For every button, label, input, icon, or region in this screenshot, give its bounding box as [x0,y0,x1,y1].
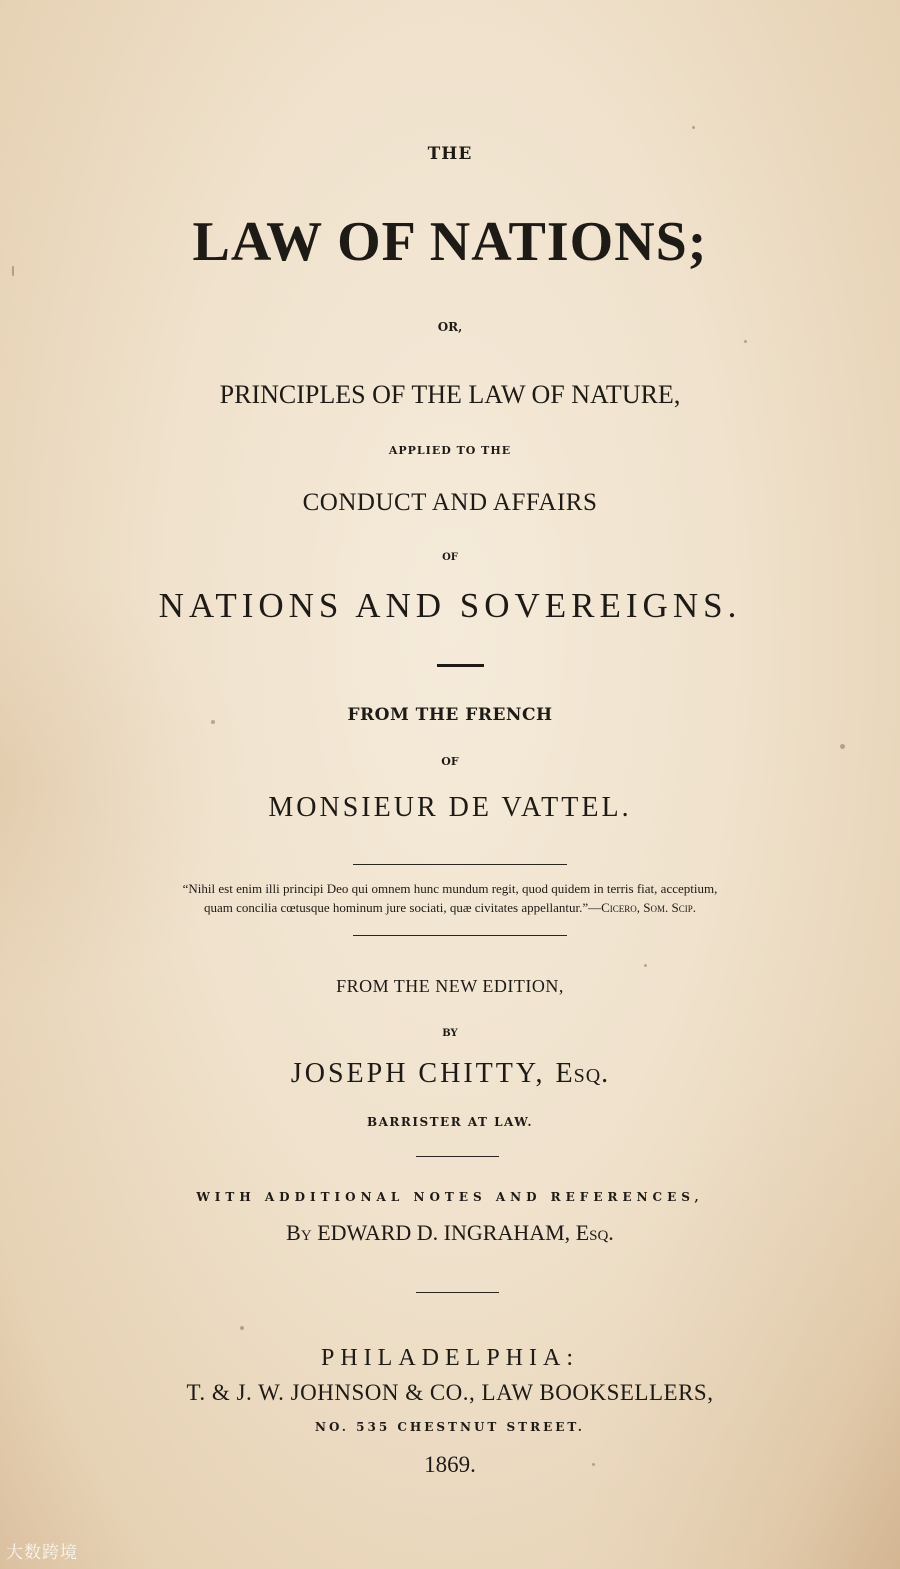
city: PHILADELPHIA: [321,1345,579,1371]
foxing-spot [744,340,747,343]
rule-1 [437,664,484,667]
foxing-spot [240,1326,244,1330]
notes-by: By [286,1220,312,1245]
foxing-spot [644,964,647,967]
subtitle-nations-sovereigns: NATIONS AND SOVEREIGNS. [158,586,742,625]
address: NO. 535 CHESTNUT STREET. [315,1420,585,1434]
of-connector-1: OF [442,552,458,563]
rule-3 [353,935,567,936]
foxing-spot [840,744,845,749]
epigraph-line-1: “Nihil est enim illi principi Deo qui omnem hunc mundum regit, quod quidem in terris fiat, acceptium, [182,881,718,896]
foxing-spot [12,266,14,276]
from-new-edition: FROM THE NEW EDITION, [336,976,564,996]
editor-suffix: Esq. [555,1058,610,1089]
rule-4 [416,1156,499,1157]
by-connector-1: BY [442,1028,458,1039]
notes-author-suffix: Esq. [575,1220,614,1245]
title-the: THE [427,144,473,164]
epigraph-line-2 [0,901,900,914]
rule-2 [353,864,567,865]
epigraph-text: quam concilia cœtusque hominum jure sociati, quæ civitates appellantur.”— [203,900,602,915]
notes-author: EDWARD D. INGRAHAM, [317,1220,571,1245]
editor-name: JOSEPH CHITTY, [290,1058,546,1089]
or-connector: OR, [437,320,463,334]
main-title: LAW OF NATIONS; [192,211,708,273]
watermark: 大数跨境 [6,1543,78,1563]
epigraph-source: Cicero, Som. Scip. [601,900,696,915]
additional-notes: WITH ADDITIONAL NOTES AND REFERENCES, [196,1190,704,1204]
subtitle-principles: PRINCIPLES OF THE LAW OF NATURE, [219,380,681,409]
author-vattel: MONSIEUR DE VATTEL. [268,792,632,823]
editor-title: BARRISTER AT LAW. [366,1115,534,1129]
from-the-french: FROM THE FRENCH [347,705,553,725]
foxing-spot [692,126,695,129]
publisher: T. & J. W. JOHNSON & CO., LAW BOOKSELLERS, [186,1380,714,1405]
year: 1869. [424,1452,476,1477]
editor-line [0,1060,900,1088]
notes-author-line [0,1222,900,1244]
applied-to-the: APPLIED TO THE [388,444,512,457]
foxing-spot [211,720,215,724]
foxing-spot [592,1463,595,1466]
subtitle-conduct: CONDUCT AND AFFAIRS [302,489,598,516]
of-connector-2: OF [441,755,459,768]
rule-5 [416,1292,499,1293]
